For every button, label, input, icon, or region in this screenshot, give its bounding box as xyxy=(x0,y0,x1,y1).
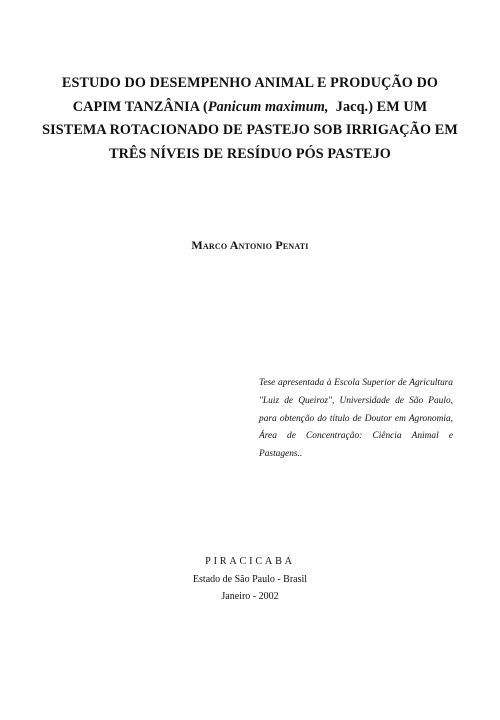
date: Janeiro - 2002 xyxy=(221,591,279,602)
title-line-4: TRÊS NÍVEIS DE RESÍDUO PÓS PASTEJO xyxy=(109,145,391,162)
thesis-presentation-note: Tese apresentada à Escola Superior de Agricultura "Luiz de Queiroz", Universidade de São Paulo, para obtenção do título de Doutor em Agronomia, Área de Concentração: Ciência Animal e Pastagens.. xyxy=(259,378,453,460)
author-name: Marco Antonio Penati xyxy=(191,238,309,252)
species-name: Panicum maximum, xyxy=(207,98,329,115)
city: PIRACICABA xyxy=(205,556,295,567)
title-line-1: ESTUDO DO DESEMPENHO ANIMAL E PRODUÇÃO DO xyxy=(61,75,439,91)
title-line-2-end: Jacq.) EM UM xyxy=(328,98,428,115)
title-line-2 xyxy=(30,96,470,120)
title-line-2-start: CAPIM TANZÂNIA ( xyxy=(72,98,208,115)
title-line-3: SISTEMA ROTACIONADO DE PASTEJO SOB IRRIGAÇÃO EM xyxy=(42,122,458,138)
thesis-title xyxy=(30,72,470,166)
state-country: Estado de São Paulo - Brasil xyxy=(192,574,308,585)
